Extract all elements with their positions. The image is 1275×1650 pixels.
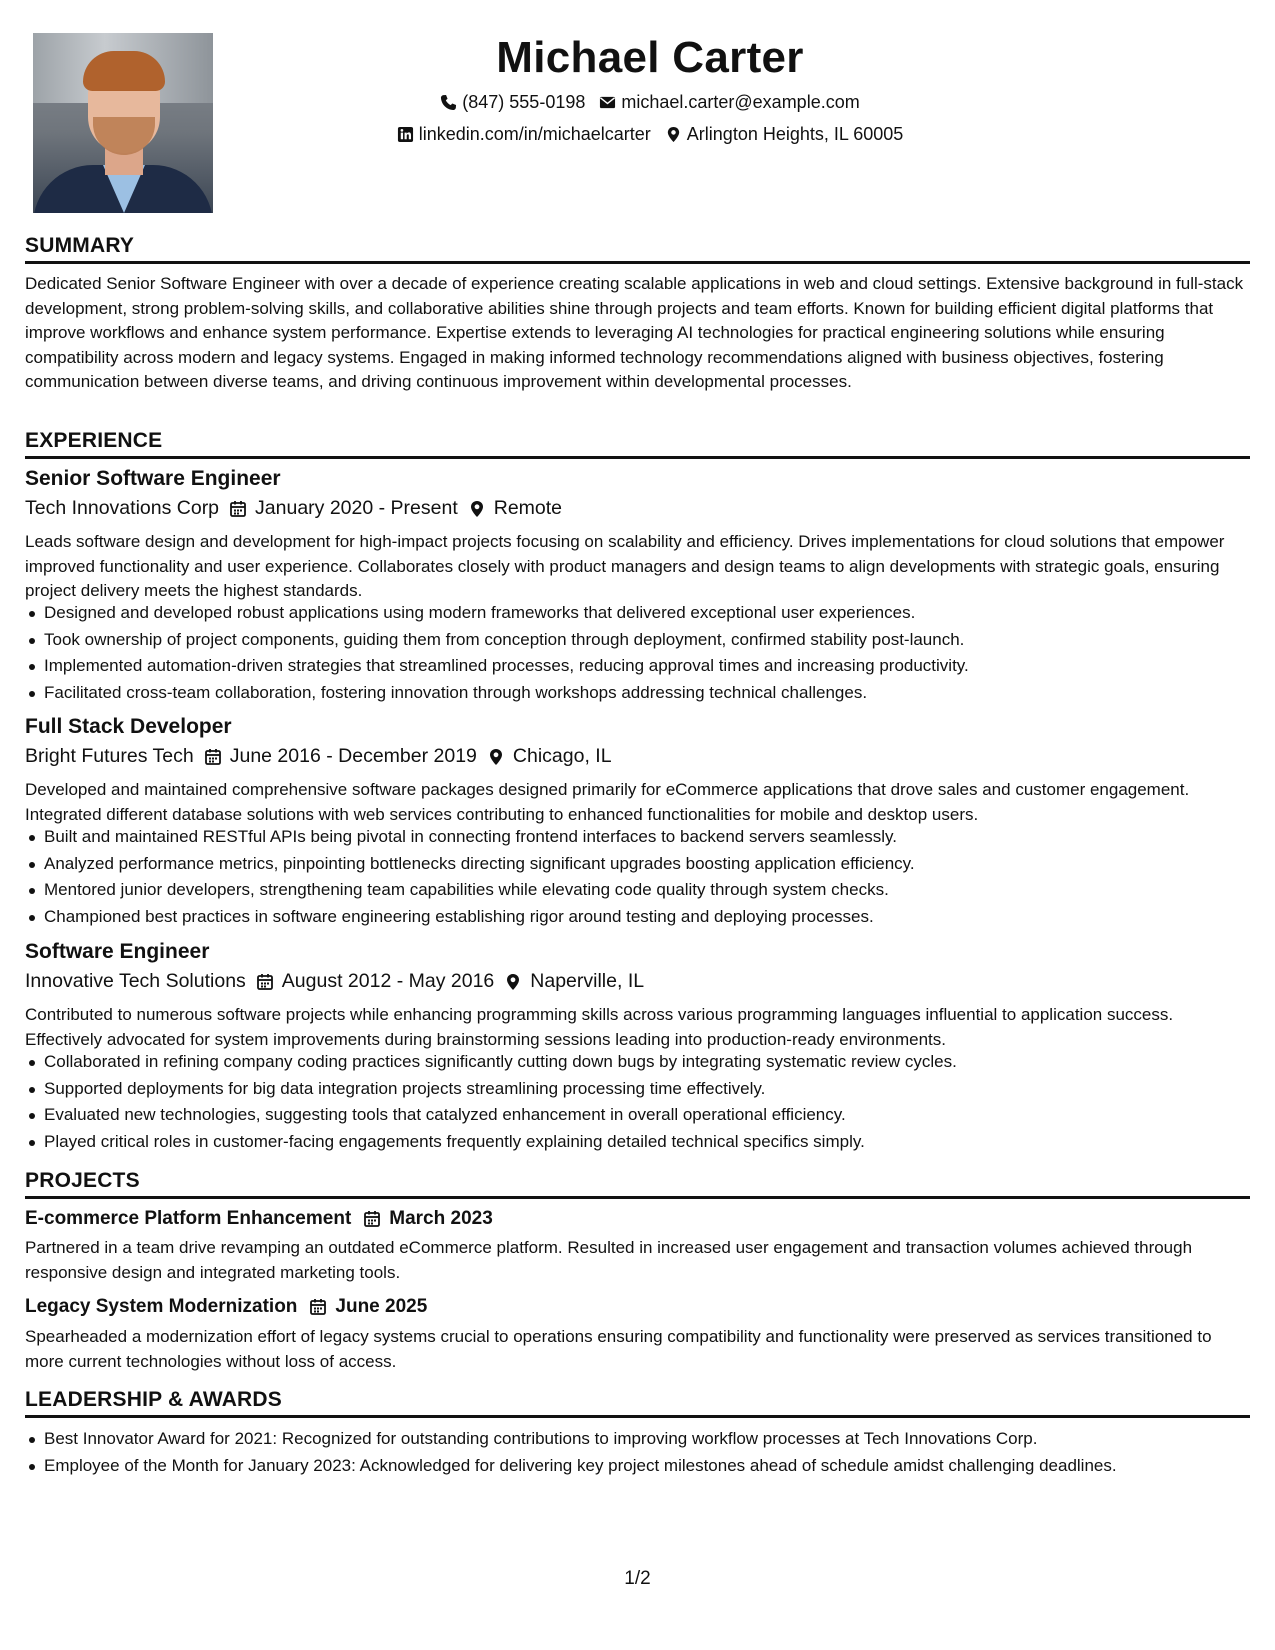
linkedin-icon bbox=[397, 126, 414, 143]
job-meta bbox=[25, 745, 612, 768]
list-item: Built and maintained RESTful APIs being pivotal in connecting frontend interfaces to backend servers seamlessly. bbox=[25, 824, 1250, 851]
linkedin-contact[interactable] bbox=[397, 124, 651, 145]
project-description: Spearheaded a modernization effort of legacy systems crucial to operations ensuring compatibility and functionality were preserved as services transitioned to more current technologies without loss of access. bbox=[25, 1327, 1212, 1371]
awards-bullets bbox=[25, 1426, 1250, 1479]
location-contact bbox=[665, 124, 903, 145]
home-location: Arlington Heights, IL 60005 bbox=[686, 124, 904, 144]
list-item: Took ownership of project components, guiding them from conception through deployment, confirmed stability post-launch. bbox=[25, 627, 1250, 654]
map-pin-icon bbox=[504, 973, 522, 991]
phone-contact bbox=[440, 92, 585, 113]
project-date-text: March 2023 bbox=[389, 1208, 493, 1229]
list-item: Supported deployments for big data integration projects streamlining processing time effectively. bbox=[25, 1076, 1250, 1103]
job-location-text: Remote bbox=[493, 497, 563, 519]
calendar-icon bbox=[309, 1298, 327, 1316]
list-item: Analyzed performance metrics, pinpointing bottlenecks directing significant upgrades boosting application efficiency. bbox=[25, 851, 1250, 878]
project-name: Legacy System Modernization bbox=[25, 1296, 298, 1317]
project-header bbox=[25, 1208, 493, 1230]
list-item: Evaluated new technologies, suggesting tools that catalyzed enhancement in overall operational efficiency. bbox=[25, 1102, 1250, 1129]
list-item: Collaborated in refining company coding practices significantly cutting down bugs by integrating systematic review cycles. bbox=[25, 1049, 1250, 1076]
job-location bbox=[487, 745, 612, 768]
list-item: Designed and developed robust applications using modern frameworks that delivered exceptional user experiences. bbox=[25, 600, 1250, 627]
job-dates bbox=[256, 970, 494, 993]
job-bullets bbox=[25, 1049, 1250, 1155]
calendar-icon bbox=[363, 1210, 381, 1228]
calendar-icon bbox=[229, 500, 247, 518]
company-name: Tech Innovations Corp bbox=[25, 497, 220, 519]
job-dates bbox=[229, 497, 458, 520]
page-number: 1/2 bbox=[624, 1568, 651, 1589]
contact-row-1 bbox=[290, 92, 1010, 113]
job-description: Leads software design and development for high-impact projects focusing on scalability and efficiency. Drives implementations for cloud solutions that empower improved functionality and user experience. Collaborates closely with product managers and design teams to align developments with strategic goals, ensuring project delivery meets the highest standards. bbox=[25, 532, 1225, 600]
project-date bbox=[363, 1208, 493, 1230]
summary-heading: SUMMARY bbox=[25, 234, 1250, 264]
phone-number: (847) 555-0198 bbox=[462, 92, 586, 112]
job-description: Developed and maintained comprehensive software packages designed primarily for eCommerce applications that drove sales and customer engagement. Integrated different database solutions with web services contributing to enhanced functionalities for mobile and desktop users. bbox=[25, 780, 1190, 824]
project-description: Partnered in a team drive revamping an outdated eCommerce platform. Resulted in increased user engagement and transaction volumes achieved through responsive design and integrated marketing tools. bbox=[25, 1238, 1193, 1282]
calendar-icon bbox=[256, 973, 274, 991]
job-bullets bbox=[25, 824, 1250, 930]
experience-heading: EXPERIENCE bbox=[25, 429, 1250, 459]
job-dates-text: August 2012 - May 2016 bbox=[281, 970, 495, 992]
job-description: Contributed to numerous software projects while enhancing programming skills across various programming languages influential to application success. Effectively advocated for system improvements during brainstorming sessions leading into production-ready environments. bbox=[25, 1005, 1174, 1049]
email-contact[interactable] bbox=[599, 92, 859, 113]
job-location bbox=[504, 970, 644, 993]
list-item: Played critical roles in customer-facing engagements frequently explaining detailed technical specifics simply. bbox=[25, 1129, 1250, 1156]
company-name: Innovative Tech Solutions bbox=[25, 970, 246, 992]
job-meta bbox=[25, 497, 562, 520]
contact-row-2 bbox=[290, 124, 1010, 145]
map-pin-icon bbox=[487, 748, 505, 766]
job-location bbox=[468, 497, 562, 520]
job-dates bbox=[204, 745, 477, 768]
list-item: Implemented automation-driven strategies that streamlined processes, reducing approval times and increasing productivity. bbox=[25, 653, 1250, 680]
calendar-icon bbox=[204, 748, 222, 766]
project-name: E-commerce Platform Enhancement bbox=[25, 1208, 352, 1229]
job-dates-text: January 2020 - Present bbox=[255, 497, 458, 519]
candidate-name: Michael Carter bbox=[496, 33, 804, 82]
email-link[interactable]: michael.carter@example.com bbox=[621, 92, 860, 112]
job-title: Full Stack Developer bbox=[25, 715, 232, 738]
job-location-text: Chicago, IL bbox=[512, 745, 612, 767]
job-title: Software Engineer bbox=[25, 940, 210, 963]
list-item: Mentored junior developers, strengthening team capabilities while elevating code quality through system checks. bbox=[25, 877, 1250, 904]
phone-icon bbox=[440, 94, 457, 111]
job-dates-text: June 2016 - December 2019 bbox=[229, 745, 477, 767]
project-date-text: June 2025 bbox=[335, 1296, 428, 1317]
linkedin-link[interactable]: linkedin.com/in/michaelcarter bbox=[418, 124, 651, 144]
job-title: Senior Software Engineer bbox=[25, 467, 281, 490]
envelope-icon bbox=[599, 94, 616, 111]
projects-heading: PROJECTS bbox=[25, 1169, 1250, 1199]
company-name: Bright Futures Tech bbox=[25, 745, 194, 767]
map-pin-icon bbox=[665, 126, 682, 143]
map-pin-icon bbox=[468, 500, 486, 518]
awards-heading: LEADERSHIP & AWARDS bbox=[25, 1388, 1250, 1418]
list-item: Championed best practices in software engineering establishing rigor around testing and deploying processes. bbox=[25, 904, 1250, 931]
project-date bbox=[309, 1296, 427, 1318]
job-bullets bbox=[25, 600, 1250, 706]
list-item: Employee of the Month for January 2023: Acknowledged for delivering key project milestones ahead of schedule amidst challenging deadlines. bbox=[25, 1453, 1250, 1480]
project-header bbox=[25, 1296, 427, 1318]
profile-photo bbox=[33, 33, 213, 213]
list-item: Best Innovator Award for 2021: Recognized for outstanding contributions to improving workflow processes at Tech Innovations Corp. bbox=[25, 1426, 1250, 1453]
summary-text: Dedicated Senior Software Engineer with over a decade of experience creating scalable applications in web and cloud settings. Extensive background in full-stack development, strong problem-solving skills, and collaborative abilities shine through projects and team efforts. Known for building efficient digital platforms that improve workflows and enhance system performance. Expertise extends to leveraging AI technologies for practical engineering solutions while ensuring compatibility across modern and legacy systems. Engaged in making informed technology recommendations aligned with business objectives, fostering communication between diverse teams, and driving continuous improvement within developmental processes. bbox=[25, 274, 1244, 391]
job-meta bbox=[25, 970, 644, 993]
job-location-text: Naperville, IL bbox=[530, 970, 645, 992]
list-item: Facilitated cross-team collaboration, fostering innovation through workshops addressing technical challenges. bbox=[25, 680, 1250, 707]
